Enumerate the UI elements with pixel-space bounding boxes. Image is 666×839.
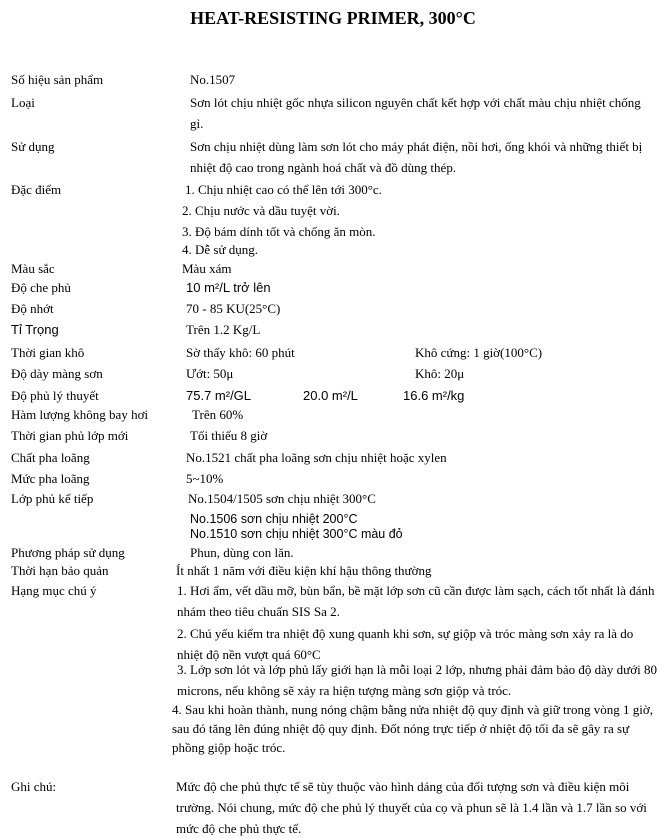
value-shelf-life: Ít nhất 1 năm với điều kiện khí hậu thông thường — [176, 563, 432, 578]
value-thinner: No.1521 chất pha loãng sơn chịu nhiệt hoặc xylen — [186, 450, 447, 465]
label-recoat-time: Thời gian phủ lớp mới — [11, 428, 129, 443]
value-type: Sơn lót chịu nhiệt gốc nhựa silicon nguyên chất kết hợp với chất màu chịu nhiệt chống gỉ. — [190, 95, 641, 131]
feature-item: 2. Chịu nước và dầu tuyệt vời. — [182, 203, 340, 218]
value-coverage-per-gallon: 75.7 m²/GL — [186, 388, 252, 403]
caution-item: 4. Sau khi hoàn thành, nung nóng chậm bằng nửa nhiệt độ quy định và giữ trong vòng 1 giờ, sau đó tăng lên đúng nhiệt độ quy định. Đốt nóng trực tiếp ở nhiệt độ tối đa sẽ gây ra sự phồng giộp hoặc tróc. — [172, 702, 653, 755]
next-coat-item: No.1506 sơn chịu nhiệt 200°C — [190, 512, 358, 526]
value-specific-gravity: Trên 1.2 Kg/L — [186, 322, 261, 337]
value-dry-thickness: Khô: 20μ — [415, 366, 465, 381]
feature-item: 1. Chịu nhiệt cao có thể lên tới 300°c. — [185, 182, 382, 197]
label-drying-time: Thời gian khô — [11, 345, 85, 360]
label-theoretical-coverage: Độ phủ lý thuyết — [11, 388, 99, 403]
caution-item: 3. Lớp sơn lót và lớp phủ lấy giới hạn là mỗi loại 2 lớp, nhưng phải đảm bảo độ dày dưới 80 microns, nếu không sẽ xảy ra hiện tượng màng sơn giộp và tróc. — [177, 662, 657, 698]
value-coverage-per-kg: 16.6 m²/kg — [403, 388, 465, 403]
label-thinning-ratio: Mức pha loãng — [11, 471, 90, 486]
label-next-coat: Lớp phủ kế tiếp — [11, 491, 94, 506]
value-usage: Sơn chịu nhiệt dùng làm sơn lót cho máy phát điện, nồi hơi, ống khói và những thiết bị nhiệt độ cao trong ngành hoá chất và đồ dùng thép. — [190, 139, 643, 175]
value-dry-hard: Khô cứng: 1 giờ(100°C) — [415, 345, 543, 360]
value-recoat-time: Tối thiểu 8 giờ — [190, 428, 268, 443]
value-viscosity: 70 - 85 KU(25°C) — [186, 301, 281, 316]
feature-item: 4. Dễ sử dụng. — [182, 242, 259, 257]
value-non-volatile: Trên 60% — [192, 407, 244, 422]
label-method: Phương pháp sử dụng — [11, 545, 125, 560]
value-product-code: No.1507 — [190, 72, 236, 87]
label-non-volatile: Hàm lượng không bay hơi — [11, 407, 149, 422]
document-title: HEAT-RESISTING PRIMER, 300°C — [190, 8, 476, 28]
value-coverage-per-liter: 20.0 m²/L — [303, 388, 358, 403]
label-type: Loại — [11, 95, 35, 110]
value-dry-touch: Sờ thấy khô: 60 phút — [186, 345, 295, 360]
label-thinner: Chất pha loãng — [11, 450, 90, 465]
value-thinning-ratio: 5~10% — [186, 471, 224, 486]
feature-item: 3. Độ bám dính tốt và chống ăn mòn. — [182, 224, 376, 239]
label-usage: Sử dụng — [11, 139, 55, 154]
value-note: Mức độ che phủ thực tế sẽ tùy thuộc vào hình dáng của đối tượng sơn và điều kiện môi trường. Nói chung, mức độ che phủ lý thuyết của cọ và phun sẽ là 1.4 lần và 1.7 lần so với mức độ che phủ thực tế. — [176, 779, 647, 836]
caution-item: 1. Hơi ẩm, vết dầu mỡ, bùn bẩn, bề mặt lớp sơn cũ cần được làm sạch, cách tốt nhất là đánh nhám theo tiêu chuẩn SIS Sa 2. — [177, 583, 655, 619]
label-coverage: Độ che phủ — [11, 280, 71, 295]
label-product-code: Số hiệu sản phẩm — [11, 72, 104, 87]
label-specific-gravity: Tỉ Trọng — [11, 322, 59, 337]
next-coat-item: No.1510 sơn chịu nhiệt 300°C màu đỏ — [190, 527, 403, 541]
value-color: Màu xám — [182, 261, 232, 276]
value-wet-thickness: Ướt: 50μ — [186, 366, 234, 381]
label-shelf-life: Thời hạn bảo quản — [11, 563, 109, 578]
value-coverage: 10 m²/L trở lên — [186, 280, 271, 295]
label-features: Đặc điểm — [11, 182, 62, 197]
label-color: Màu sắc — [11, 261, 55, 276]
caution-item: 2. Chú yếu kiểm tra nhiệt độ xung quanh khi sơn, sự giộp và tróc màng sơn xảy ra là do nhiệt độ nền vượt quá 60°C — [177, 626, 634, 662]
label-film-thickness: Độ dày màng sơn — [11, 366, 103, 381]
value-method: Phun, dùng con lăn. — [190, 545, 294, 560]
label-viscosity: Độ nhớt — [11, 301, 54, 316]
next-coat-item: No.1504/1505 sơn chịu nhiệt 300°C — [188, 491, 376, 506]
label-cautions: Hạng mục chú ý — [11, 583, 97, 598]
label-note: Ghi chú: — [11, 779, 57, 794]
